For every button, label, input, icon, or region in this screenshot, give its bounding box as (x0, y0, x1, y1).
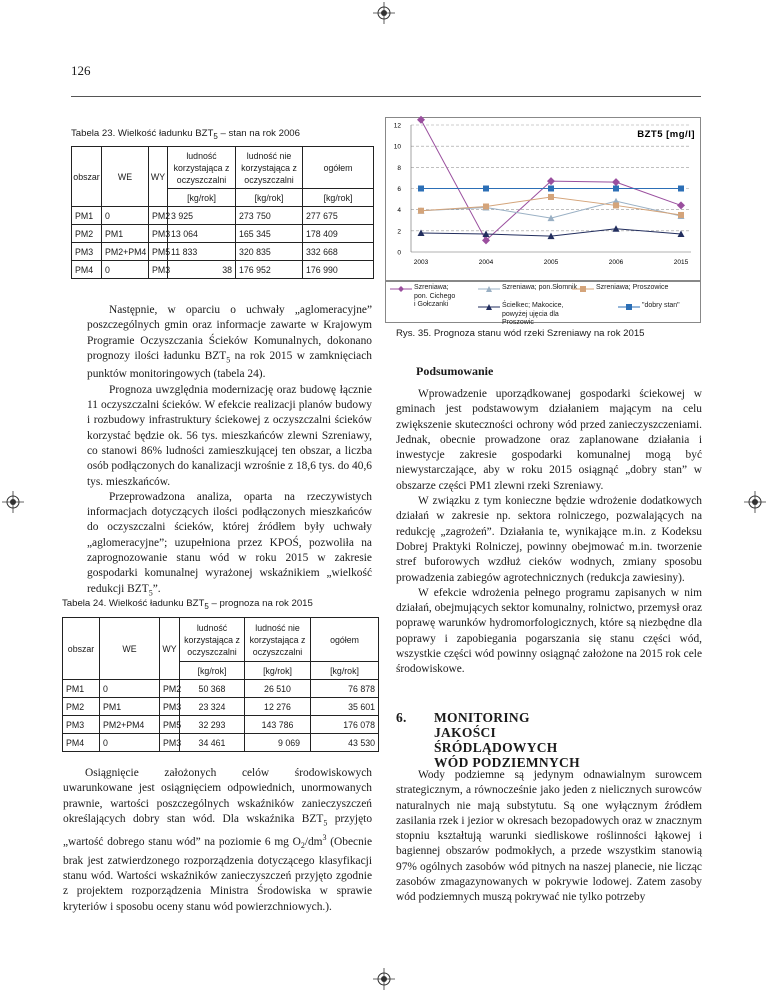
x-tick-label: 2006 (608, 259, 624, 266)
table23-caption-sub: 5 (213, 131, 218, 141)
table-row (72, 243, 374, 261)
th-wy: WY (149, 147, 168, 207)
paragraph-text: Następnie, w oparciu o uchwały „aglomeracyjne” poszczególnych gmin oraz informacje zawarte w Krajowym Programie Oczyszczania Ścieków Komunalnych, dokonano prognozy ilości ładunku BZT (87, 304, 372, 362)
data-point (483, 186, 489, 192)
cell: PM2 (160, 680, 180, 698)
data-point (418, 208, 424, 214)
cell: 332 668 (303, 243, 374, 261)
table23-caption-rest: – stan na rok 2006 (217, 128, 300, 139)
section-number: 6. (396, 710, 407, 725)
paragraph-text: /dm (304, 836, 323, 849)
th-unit2: [kg/rok] (245, 662, 311, 680)
section-title: MONITORING JAKOŚCI ŚRÓDLĄDOWYCH WÓD PODZIEMNYCH (434, 710, 580, 770)
cell: 165 345 (236, 225, 303, 243)
paragraph (87, 490, 372, 600)
legend-label: Szreniawa; pon.Słomnik (502, 284, 578, 291)
th-col2: ludność nie korzystająca z oczyszczalni (236, 147, 303, 189)
legend-marker-square-icon (618, 304, 640, 310)
paragraph (87, 303, 372, 383)
crosshair-registration-mark-icon (373, 968, 395, 990)
cell: 0 (102, 207, 149, 225)
chart-title: BZT5 [mg/l] (637, 129, 695, 140)
cell: PM4 (63, 734, 100, 752)
th-unit1: [kg/rok] (180, 662, 245, 680)
legend-marker-square-icon (572, 286, 594, 292)
legend-label: Szreniawa; pon. Cichego i Gołczanki (414, 284, 456, 308)
cell: 0 (100, 680, 160, 698)
cell: 50 368 (180, 680, 245, 698)
crosshair-registration-mark-icon (2, 491, 24, 513)
cell: PM3 (149, 261, 168, 279)
chart-legend (385, 281, 701, 326)
th-col1: ludność korzystająca z oczyszczalni (180, 618, 245, 662)
table-row (63, 734, 379, 752)
th-col3: ogółem (311, 618, 379, 662)
paragraph-text: ”. (152, 582, 161, 595)
table24-caption-sub: 5 (204, 601, 209, 611)
legend-marker-triangle-icon (478, 286, 500, 292)
subscript: 5 (226, 355, 231, 365)
cell: 26 510 (245, 680, 311, 698)
y-tick-label: 12 (393, 122, 401, 130)
page-number: 126 (71, 63, 91, 78)
cell: PM3 (63, 716, 100, 734)
y-tick-label: 6 (397, 186, 401, 193)
crosshair-registration-mark-icon (744, 491, 766, 513)
y-tick-label: 8 (397, 164, 401, 172)
cell: 320 835 (236, 243, 303, 261)
y-tick-label: 4 (397, 207, 401, 215)
cell: 143 786 (245, 716, 311, 734)
th-obszar: obszar (63, 618, 100, 680)
legend-label: Ścielkec; Makocice, powyżej ujęcia dla Proszowic (502, 302, 564, 326)
section6-text (396, 768, 702, 906)
th-wy: WY (160, 618, 180, 680)
cell: 13 064 (168, 225, 236, 243)
x-tick-label: 2003 (413, 259, 429, 266)
cell: 176 078 (311, 716, 379, 734)
paragraph-text: Przeprowadzona analiza, oparta na rzeczywistych informacjach dotyczących ilości podłączonych mieszkańców do oczyszczalni ścieków, której źródłem były uchwały „aglomeracyjne”; uzupełniona przez KPOŚ, pozwoliła na zaprognozowanie stanu wód w roku 2015 w zakresie gospodarki komunalnej wyrażonej wskaźnikiem „wielkość redukcji BZT (87, 490, 372, 595)
left-text-block-2 (63, 766, 372, 915)
cell: 35 601 (311, 698, 379, 716)
cell: PM3 (72, 243, 102, 261)
paragraph-text: Osiągnięcie założonych celów środowiskowych uwarunkowane jest osiągnięciem odpowiednich, unormowanych prawnie, wartości poszczególnych wskaźników zanieczyszczeń określających dobry stan wód. Dla wskaźnika BZT (63, 767, 372, 825)
data-point (483, 203, 489, 209)
th-we: WE (100, 618, 160, 680)
cell: 0 (102, 261, 149, 279)
paragraph-text: przyjęto „wartość dobrego stanu wód” na poziomie 6 mg O (63, 812, 373, 849)
table23-caption (71, 128, 300, 141)
y-tick-label: 2 (397, 228, 401, 236)
crosshair-registration-mark-icon (373, 2, 395, 24)
th-we: WE (102, 147, 149, 207)
table-row (63, 716, 379, 734)
th-unit3: [kg/rok] (303, 189, 374, 207)
paragraph: W związku z tym konieczne będzie wdrożenie dodatkowych działań w zakresie np. sektora rolniczego, pozwalających na redukcję „zagrożeń”. Działania te, wynikające m.in. z Kodeksu Dobrej Praktyki Rolniczej, powinny obejmować m.in. tworzenie stref buforowych wzdłuż cieków wodnych, zmiany sposobu prowadzenia zabiegów agrotechnicznych (redukcja zawiesiny). (396, 495, 702, 584)
cell: PM3 (149, 225, 168, 243)
paragraph: Wody podziemne są jedynym odnawialnym surowcem strategicznym, a równocześnie jako jeden z nielicznych surowców naturalnych nie mają substytutu. Są one wyłącznym źródłem zasilania rzek i jezior w okresach bezopadowych oraz w znacznym stopniu kształtują warunki siedliskowe roślinności łąkowej i bagiennej obszarów podmokłych, a przede wszystkim stanowią 97% ogólnych zasobów wód pitnych na naszej planecie, nie licząc zasobów zmagazynowanych w pokrywie lodowej. Zatem zasoby wód podziemnych muszą pokrywać nie tylko potrzeby (396, 769, 702, 904)
cell: PM1 (72, 207, 102, 225)
cell: 38 (168, 261, 236, 279)
table-row (72, 225, 374, 243)
cell: PM2 (63, 698, 100, 716)
cell: PM2 (149, 207, 168, 225)
table-row (63, 680, 379, 698)
paragraph-text: na rok 2015 w zamknięciach punktów monitoringowych (tabela 24). (87, 349, 372, 381)
x-tick-label: 2005 (543, 259, 559, 266)
summary-title: Podsumowanie (416, 364, 494, 378)
left-text-block-1 (87, 303, 372, 600)
cell: 0 (100, 734, 160, 752)
y-tick-label: 10 (393, 143, 401, 151)
table23-caption-text: Tabela 23. Wielkość ładunku BZT (71, 128, 214, 139)
legend-label: Szreniawa; Proszowice (596, 284, 669, 291)
cell: 32 293 (180, 716, 245, 734)
cell: 277 675 (303, 207, 374, 225)
superscript: 3 (322, 833, 327, 843)
subscript: 5 (323, 818, 328, 828)
cell: 11 833 (168, 243, 236, 261)
data-point (548, 186, 554, 192)
cell: PM4 (72, 261, 102, 279)
data-point (418, 186, 424, 192)
th-obszar: obszar (72, 147, 102, 207)
table-row (72, 261, 374, 279)
table24-caption-rest: – prognoza na rok 2015 (208, 598, 313, 609)
cell: PM1 (63, 680, 100, 698)
header-rule (71, 96, 701, 97)
subscript: 5 (148, 587, 153, 597)
cell: 3 925 (168, 207, 236, 225)
data-point (613, 186, 619, 192)
cell: 178 409 (303, 225, 374, 243)
cell: 176 990 (303, 261, 374, 279)
data-point (678, 212, 684, 218)
bzt5-line-chart (385, 117, 701, 281)
data-point (678, 186, 684, 192)
cell: PM5 (149, 243, 168, 261)
cell: 43 530 (311, 734, 379, 752)
x-tick-label: 2015 (673, 259, 689, 266)
summary-text (396, 387, 702, 678)
th-col3: ogółem (303, 147, 374, 189)
table24 (62, 617, 379, 752)
table-row (63, 698, 379, 716)
cell: 9 069 (245, 734, 311, 752)
cell: 176 952 (236, 261, 303, 279)
th-unit1: [kg/rok] (168, 189, 236, 207)
cell: 76 878 (311, 680, 379, 698)
legend-marker-diamond-icon (390, 286, 412, 292)
th-unit2: [kg/rok] (236, 189, 303, 207)
cell: PM1 (102, 225, 149, 243)
data-point (548, 194, 554, 200)
cell: PM1 (100, 698, 160, 716)
legend-label: "dobry stan" (642, 302, 680, 309)
cell: 12 276 (245, 698, 311, 716)
cell: 273 750 (236, 207, 303, 225)
table24-caption-text: Tabela 24. Wielkość ładunku BZT (62, 598, 205, 609)
paragraph: Prognoza uwzględnia modernizację oraz budowę łącznie 11 oczyszczalni ścieków. W efekcie realizacji planów budowy i rozbudowy infrastruktury ściekowej z oczyszczalni ścieków korzystać będzie ok. 56 tys. mieszkańców zlewni Szreniawy, co stanowi 86% ludności zamieszkującej ten obszar, a liczba osób podłączonych do kanalizacji wzrośnie z 18,6 tys. do 40,6 tys. mieszkańców. (87, 383, 372, 488)
x-tick-label: 2004 (478, 259, 494, 266)
cell: 34 461 (180, 734, 245, 752)
table24-caption (62, 598, 313, 611)
cell: PM2 (72, 225, 102, 243)
paragraph: W efekcie wdrożenia pełnego programu zapisanych w nim działań, obejmujących sektor komunalny, rolnictwo, przemysł oraz poprawę warunków hydromorfologicznych, które są niezbędne dla poprawy i zapobiegania pogarszania się stanu części wód, wszystkie części wód powinny osiągnąć założone na 2015 rok cele środowiskowe. (396, 586, 702, 676)
cell: PM3 (160, 698, 180, 716)
paragraph-text: (Obecnie brak jest zatwierdzonego rozporządzenia dotyczącego klasyfikacji stanu wód. Wartości wskaźników zanieczyszczeń przyjęto zgodnie z projektem rozporządzenia Ministra Środowiska w sprawie kryteriów i sposobu oceny stanu wód powierzchniowych.). (63, 836, 372, 913)
cell: PM2+PM4 (102, 243, 149, 261)
th-col2: ludność nie korzystająca z oczyszczalni (245, 618, 311, 662)
th-unit3: [kg/rok] (311, 662, 379, 680)
legend-marker-triangle-icon (478, 304, 500, 310)
subscript: 2 (300, 841, 305, 851)
cell: PM5 (160, 716, 180, 734)
table23 (71, 146, 374, 279)
data-point (613, 202, 619, 208)
cell: 23 324 (180, 698, 245, 716)
figure-caption: Rys. 35. Prognoza stanu wód rzeki Szreniawy na rok 2015 (396, 328, 645, 339)
th-col1: ludność korzystająca z oczyszczalni (168, 147, 236, 189)
cell: PM2+PM4 (100, 716, 160, 734)
y-tick-label: 0 (397, 249, 401, 257)
cell: PM3 (160, 734, 180, 752)
paragraph: Wprowadzenie uporządkowanej gospodarki ściekowej w gminach jest podstawowym działaniem mającym na celu zwiększenie skuteczności ochrony wód przed zanieczyszczeniami. Jednak, obecnie prowadzone oraz zaplanowane działania i inwestycje zakresie gospodarki komunalnej mogą być niewystarczające, aby w roku 2015 osiągnąć „dobry stan” w obszarze części PM1 zlewni rzeki Szreniawy. (396, 388, 702, 492)
paragraph (63, 766, 372, 915)
table-row (72, 207, 374, 225)
